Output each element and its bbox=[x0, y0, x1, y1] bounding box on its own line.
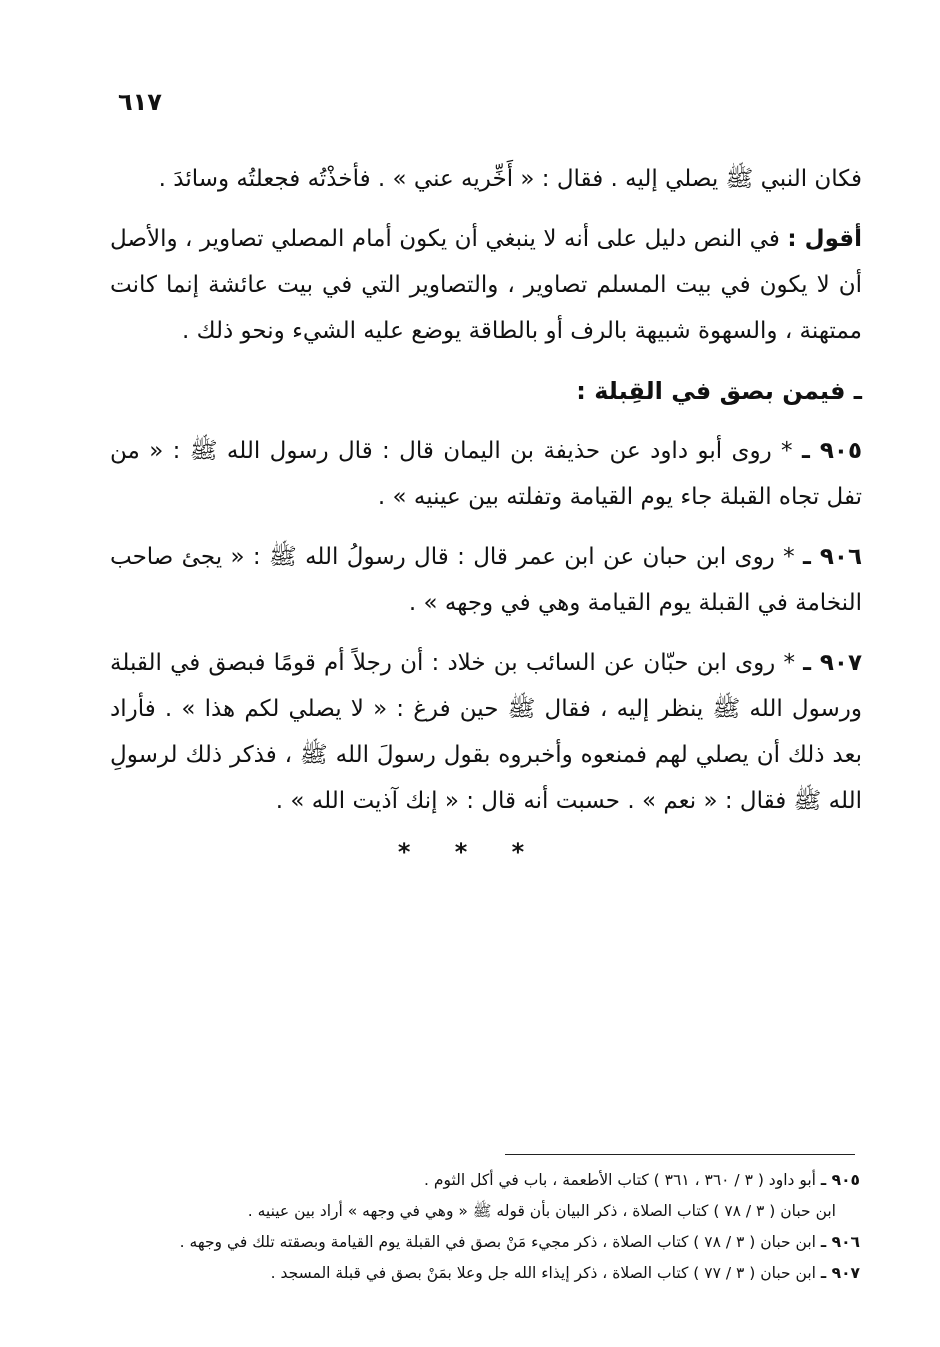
main-text bbox=[110, 156, 862, 838]
hadith-906-number: ٩٠٦ ـ bbox=[802, 544, 862, 570]
page-number: ٦١٧ bbox=[118, 88, 162, 116]
hadith-907-number: ٩٠٧ ـ bbox=[803, 650, 863, 676]
footnote-907-number: ٩٠٧ ـ bbox=[820, 1264, 860, 1282]
paragraph-commentary bbox=[110, 216, 862, 354]
commentary-lead: أقول : bbox=[787, 226, 863, 252]
footnote-906-number: ٩٠٦ ـ bbox=[820, 1233, 860, 1251]
hadith-906 bbox=[110, 534, 862, 626]
footnote-905-number: ٩٠٥ ـ bbox=[820, 1171, 860, 1189]
hadith-907-text: * روى ابن حبّان عن السائب بن خلاد : أن رجلاً أم قومًا فبصق في القبلة ورسول الله ﷺ ينظر إليه ، فقال ﷺ حين فرغ : « لا يصلي لكم هذا » . فأراد بعد ذلك أن يصلي لهم فمنعوه وأخبروه بقول رسولَ الله ﷺ ، فذكر ذلك لرسولِ الله ﷺ فقال : « نعم » . حسبت أنه قال : « إنك آذيت الله » . bbox=[110, 650, 862, 814]
footnote-905-text: أبو داود ( ٣ / ٣٦٠ ، ٣٦١ ) كتاب الأطعمة ، باب في أكل الثوم . bbox=[424, 1171, 816, 1189]
hadith-905-number: ٩٠٥ ـ bbox=[801, 438, 862, 464]
footnote-906 bbox=[150, 1227, 860, 1258]
footnote-906-text: ابن حبان ( ٣ / ٧٨ ) كتاب الصلاة ، ذكر مجيء مَنْ بصق في القبلة يوم القيامة وبصقته تلك في وجهه . bbox=[179, 1233, 816, 1251]
footnote-905-continued: ابن حبان ( ٣ / ٧٨ ) كتاب الصلاة ، ذكر البيان بأن قوله ﷺ « وهي في وجهه » أراد بين عينيه . bbox=[247, 1202, 836, 1220]
hadith-907 bbox=[110, 640, 862, 824]
footnote-divider bbox=[505, 1154, 855, 1155]
footnote-905 bbox=[150, 1165, 860, 1196]
section-heading: ـ فيمن بصق في القِبلة : bbox=[576, 377, 862, 405]
section-separator: * * * bbox=[397, 838, 543, 866]
footnote-907 bbox=[150, 1258, 860, 1289]
paragraph-intro: فكان النبي ﷺ يصلي إليه . فقال : « أَخِّريه عني » . فأخذْتُه فجعلتُه وسائدَ . bbox=[158, 166, 862, 192]
hadith-905 bbox=[110, 428, 862, 520]
hadith-906-text: * روى ابن حبان عن ابن عمر قال : قال رسولُ الله ﷺ : « يجئ صاحب النخامة في القبلة يوم القيامة وهي في وجهه » . bbox=[110, 544, 862, 616]
hadith-905-text: * روى أبو داود عن حذيفة بن اليمان قال : قال رسول الله ﷺ : « من تفل تجاه القبلة جاء يوم القيامة وتفلته بين عينيه » . bbox=[110, 438, 862, 510]
footnotes bbox=[150, 1165, 860, 1289]
commentary-text: في النص دليل على أنه لا ينبغي أن يكون أمام المصلي تصاوير ، والأصل أن لا يكون في بيت المسلم تصاوير ، والتصاوير التي في بيت عائشة إنما كانت ممتهنة ، والسهوة شبيهة بالرف أو بالطاقة يوضع عليه الشيء ونحو ذلك . bbox=[110, 226, 862, 344]
footnote-907-text: ابن حبان ( ٣ / ٧٧ ) كتاب الصلاة ، ذكر إيذاء الله جل وعلا بمَنْ بصق في قبلة المسجد . bbox=[270, 1264, 816, 1282]
